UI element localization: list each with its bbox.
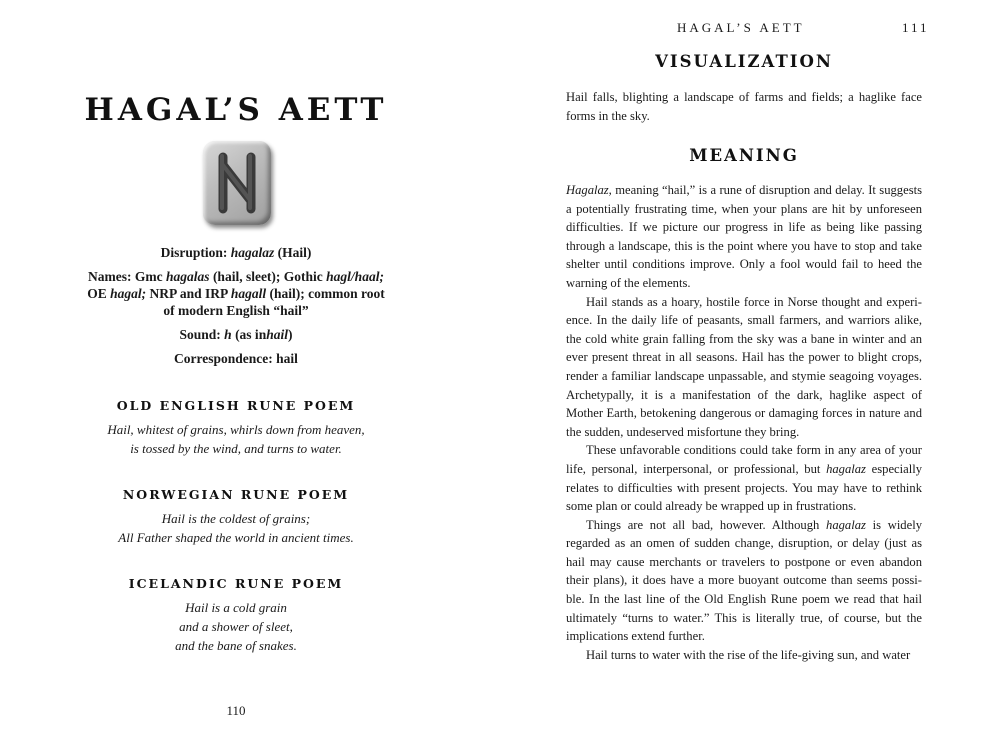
- icelandic-poem-text: [70, 598, 402, 655]
- meaning-text: [566, 181, 922, 664]
- visualization-text: [566, 88, 922, 125]
- poem-line: and a shower of sleet,: [179, 619, 293, 634]
- norwegian-poem-text: [70, 509, 402, 547]
- rune-disruption-line: Disruption: hagalaz (Hail): [160, 245, 312, 260]
- rune-info: [80, 244, 392, 374]
- icelandic-poem-heading: ICELANDIC RUNE POEM: [128, 576, 344, 591]
- left-page: [0, 0, 478, 750]
- norwegian-poem-heading: NORWEGIAN RUNE POEM: [122, 487, 350, 502]
- poem-line: Hail is the coldest of grains;: [161, 511, 311, 526]
- poem-line: All Father shaped the world in ancient times.: [118, 530, 354, 545]
- rune-names-line: Names: Gmc hagalas (hail, sleet); Gothic hagl/haal; OE hagal; NRP and IRP hagall (hail); common root of modern English “hail”: [87, 269, 385, 318]
- rune-sound-line: Sound: h (as inhail): [179, 327, 293, 342]
- right-page-number: 111: [902, 20, 930, 35]
- old-english-poem-heading: OLD ENGLISH RUNE POEM: [116, 398, 356, 413]
- running-head: HAGAL’S AETT: [677, 20, 805, 35]
- hagalaz-rune-icon: [203, 141, 271, 225]
- left-page-number: 110: [226, 703, 246, 718]
- old-english-poem-text: [70, 420, 402, 458]
- chapter-title: HAGAL’S AETT: [84, 92, 388, 128]
- meaning-paragraph-4: Things are not all bad, however. Although hagalaz is widely regarded as an omen of sudden change, disruption, or delay (just as hail may cause merchants or travelers to postpone or even abandon their plans), it does have a more buoyant outcome than seems possible. In the last line of the Old English Rune poem we read that hail ultimately “turns to water.” This is literally true, of course, but the implications extend further.: [566, 517, 922, 644]
- meaning-paragraph-2: Hail stands as a hoary, hostile force in Norse thought and experience. In the daily life of peasants, small farmers, and warriors alike, the cold white grain falling from the sky was a bane in winter and an ever present threat in all seasons. Hail has the power to blight crops, render a familiar landscape unpassable, and stymie seagoing voyages. Archetypally, it is a manifestation of the dark, haglike aspect of Mother Earth, betokening dangerous or damaging forces in nature and the sudden, undeserved misfortune they bring.: [566, 294, 922, 439]
- meaning-heading: MEANING: [689, 146, 799, 165]
- meaning-paragraph-3: These unfavorable conditions could take form in any area of your life, personal, interpersonal, or professional, but hagalaz especially relates to difficulties with present projects. You may have to rethink some plan or could already be wrapped up in frustrations.: [566, 443, 923, 514]
- poem-line: Hail is a cold grain: [185, 600, 287, 615]
- poem-line: Hail, whitest of grains, whirls down from heaven,: [107, 422, 365, 437]
- visualization-heading: VISUALIZATION: [655, 52, 833, 71]
- poem-line: and the bane of snakes.: [175, 638, 297, 653]
- rune-correspondence-line: Correspondence: hail: [174, 351, 298, 366]
- meaning-paragraph-5: Hail turns to water with the rise of the life-giving sun, and water: [586, 647, 911, 662]
- visualization-paragraph: Hail falls, blighting a landscape of farms and fields; a haglike face forms in the sky.: [566, 90, 922, 123]
- rune-glyph: [203, 141, 271, 225]
- meaning-paragraph-1: Hagalaz, meaning “hail,” is a rune of disruption and delay. It suggests a potentially frustrating time, when your plans are hit by unforeseen difficulties. If we picture our progress in life as being like passing through a landscape, this is the point where you have to stop and take shelter until conditions improve. Only a fool would fail to heed the warning of the elements.: [566, 183, 922, 290]
- poem-line: is tossed by the wind, and turns to water.: [130, 441, 342, 456]
- right-page: [522, 0, 1000, 750]
